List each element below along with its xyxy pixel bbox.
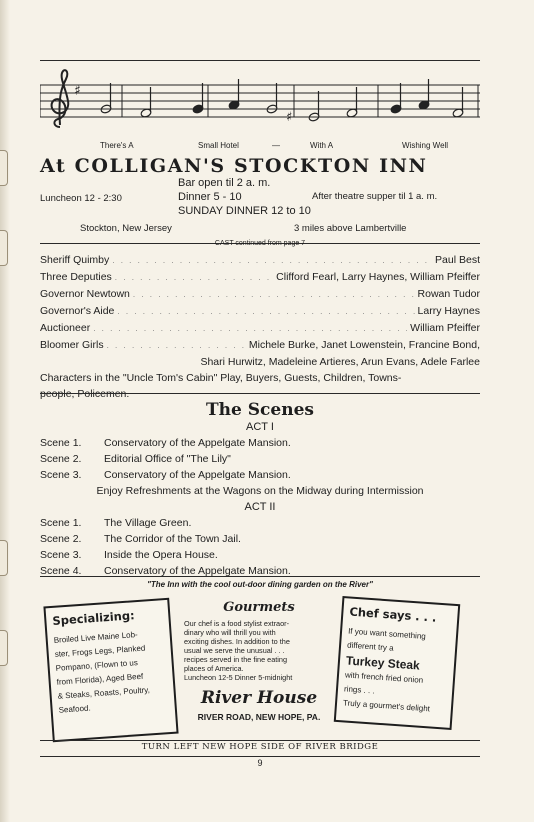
cast-actor: Clifford Fearl, Larry Haynes, William Pfeiffer xyxy=(276,271,480,283)
scene-number: Scene 3. xyxy=(40,549,82,561)
leader-dots xyxy=(112,256,432,265)
binding-hole xyxy=(0,150,8,186)
cast-actor: Larry Haynes xyxy=(417,305,480,317)
lyric-word: With A xyxy=(310,141,334,150)
scene-row xyxy=(40,533,480,549)
cast-role: Three Deputies xyxy=(40,271,112,283)
leader-dots xyxy=(117,307,414,316)
turkey-steak: Turkey Steak xyxy=(345,653,421,673)
scene-number: Scene 1. xyxy=(40,437,82,449)
lyric-word: — xyxy=(272,141,280,150)
cast-row xyxy=(40,271,480,288)
page-binding xyxy=(0,0,10,822)
chef-line: rings . . . xyxy=(343,684,375,696)
cast-role: Auctioneer xyxy=(40,322,91,334)
chef-line: If you want something xyxy=(347,626,427,641)
characters-line: people, Policemen. xyxy=(40,388,130,400)
gourmet-line: dinary who will thrill you with xyxy=(184,628,276,637)
svg-text:♯: ♯ xyxy=(74,83,81,99)
characters-line: Characters in the "Uncle Tom's Cabin" Play, Buyers, Guests, Children, Towns- xyxy=(40,372,402,384)
gourmets-heading: Gourmets xyxy=(223,600,295,615)
chef-text xyxy=(343,625,451,718)
intermission-note: Enjoy Refreshments at the Wagons on the Midway during Intermission xyxy=(96,485,424,497)
svg-text:♯: ♯ xyxy=(286,110,293,125)
cast-role: Governor Newtown xyxy=(40,288,130,300)
cast-row xyxy=(40,322,480,339)
section-divider xyxy=(40,740,480,741)
luncheon-hours: Luncheon 12 - 2:30 xyxy=(40,193,122,204)
ad-tagline: "The Inn with the cool out-door dining garden on the River" xyxy=(147,580,373,589)
after-theatre-hours: After theatre supper til 1 a. m. xyxy=(312,191,438,202)
scene-row xyxy=(40,437,480,453)
specialty-line: Seafood. xyxy=(58,703,91,715)
chef-says-heading: Chef says . . . xyxy=(348,604,437,625)
river-house-ad xyxy=(40,578,480,763)
cast-row xyxy=(40,288,480,305)
gourmet-line: Our chef is a food stylist extraor- xyxy=(184,619,290,628)
scene-row xyxy=(40,453,480,469)
cast-row xyxy=(40,305,480,322)
cast-actor: Rowan Tudor xyxy=(417,288,480,300)
cast-role: Bloomer Girls xyxy=(40,339,104,351)
cast-row xyxy=(40,339,480,356)
section-divider xyxy=(40,756,480,757)
river-house-address: RIVER ROAD, NEW HOPE, PA. xyxy=(197,712,321,722)
page-number: 9 xyxy=(257,758,263,768)
inn-location: Stockton, New Jersey xyxy=(80,223,172,234)
specialty-line: ster, Frogs Legs, Planked xyxy=(54,643,146,659)
stockton-inn-ad xyxy=(40,60,480,244)
gourmets-section xyxy=(184,600,334,722)
scene-name: The Village Green. xyxy=(104,517,192,529)
scene-name: Conservatory of the Appelgate Mansion. xyxy=(104,469,291,481)
scene-name: Conservatory of the Appelgate Mansion. xyxy=(104,437,291,449)
scene-number: Scene 1. xyxy=(40,517,82,529)
music-staff xyxy=(40,65,480,137)
bar-hours: Bar open til 2 a. m. xyxy=(178,177,271,189)
directions-note: TURN LEFT NEW HOPE SIDE OF RIVER BRIDGE xyxy=(141,742,379,752)
cast-actor: Michele Burke, Janet Lowenstein, Francine Bond, xyxy=(248,339,480,351)
gourmet-line: usual we serve the unusual . . . xyxy=(184,646,285,655)
leader-dots xyxy=(115,273,273,282)
inn-hours xyxy=(40,177,480,243)
scenes-heading: The Scenes xyxy=(206,400,314,420)
lyric-word: There's A xyxy=(100,141,134,150)
top-rule xyxy=(40,60,480,61)
gourmet-line: exciting dishes. In addition to the xyxy=(184,637,290,646)
cast-continued-note: CAST continued from page 7 xyxy=(214,240,306,247)
act-one-heading: ACT I xyxy=(246,421,274,433)
scene-row xyxy=(40,517,480,533)
scene-number: Scene 3. xyxy=(40,469,82,481)
scene-number: Scene 2. xyxy=(40,533,82,545)
binding-hole xyxy=(0,540,8,576)
lyric-word: Wishing Well xyxy=(402,141,449,150)
section-divider xyxy=(40,393,480,394)
inn-title: At COLLIGAN'S STOCKTON INN xyxy=(40,155,428,177)
specializing-heading: Specializing: xyxy=(51,608,136,628)
inn-distance: 3 miles above Lambertville xyxy=(294,223,407,234)
chef-line: different try a xyxy=(346,640,394,653)
gourmet-line: recipes served in the fine eating xyxy=(184,655,288,664)
bloomer-girls-continued: Shari Hurwitz, Madeleine Artieres, Arun Evans, Adele Farlee xyxy=(200,356,480,368)
scene-row xyxy=(40,549,480,565)
gourmet-line: places of America. xyxy=(184,664,244,673)
scene-name: Inside the Opera House. xyxy=(104,549,218,561)
song-lyrics xyxy=(40,137,480,153)
dinner-hours: Dinner 5 - 10 xyxy=(178,191,242,203)
cast-actor: William Pfeiffer xyxy=(410,322,480,334)
binding-hole xyxy=(0,230,8,266)
specialty-line: Broiled Live Maine Lob- xyxy=(53,630,138,645)
gourmet-hours: Luncheon 12-5 Dinner 5-midnight xyxy=(184,673,293,682)
scene-row xyxy=(40,469,480,485)
specialty-line: Pompano, (Flown to us xyxy=(55,658,139,673)
scene-name: Conservatory of the Appelgate Mansion. xyxy=(104,565,291,577)
cast-role: Sheriff Quimby xyxy=(40,254,110,266)
scene-number: Scene 2. xyxy=(40,453,82,465)
scene-number: Scene 4. xyxy=(40,565,82,577)
lyric-word: Small Hotel xyxy=(198,141,239,150)
sunday-hours: SUNDAY DINNER 12 to 10 xyxy=(178,205,311,217)
leader-dots xyxy=(93,324,407,333)
scene-name: The Corridor of the Town Jail. xyxy=(104,533,241,545)
chef-line: with french fried onion xyxy=(344,670,424,685)
music-notation-icon xyxy=(40,65,480,137)
specialty-line: & Steaks, Roasts, Poultry, xyxy=(57,685,151,701)
leader-dots xyxy=(133,290,415,299)
specialties-text xyxy=(53,626,169,717)
specialty-line: from Florida), Aged Beef xyxy=(56,671,144,687)
act-two-heading: ACT II xyxy=(244,501,276,513)
river-house-logo: River House xyxy=(200,688,318,708)
act-one-scenes xyxy=(40,437,480,485)
scene-name: Editorial Office of "The Lily" xyxy=(104,453,231,465)
leader-dots xyxy=(107,341,246,350)
cast-role: Governor's Aide xyxy=(40,305,115,317)
chef-line: Truly a gourmet's delight xyxy=(342,698,431,714)
section-divider xyxy=(40,576,480,577)
cast-row xyxy=(40,254,480,271)
cast-list xyxy=(40,254,480,404)
binding-hole xyxy=(0,630,8,666)
gourmets-text xyxy=(184,619,334,682)
specializing-box xyxy=(43,598,178,742)
act-two-scenes xyxy=(40,517,480,581)
chef-says-box xyxy=(334,596,461,730)
cast-actor: Paul Best xyxy=(435,254,480,266)
